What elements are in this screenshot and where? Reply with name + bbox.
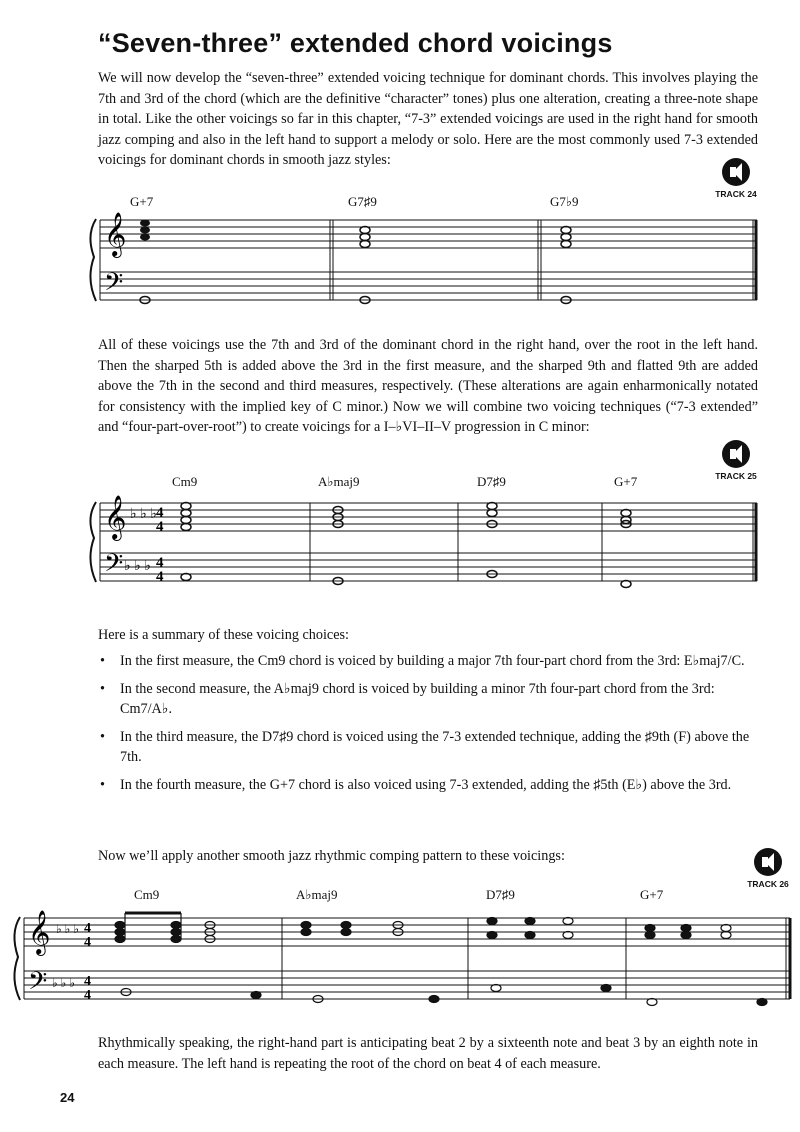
notes <box>181 503 631 588</box>
intro-paragraph: We will now develop the “seven-three” extended voicing technique for dominant chords. This involves playing the 7th and 3rd of the chord (which are the definitive “character” tones) plus one alteration, creating a three-note shape in total. Like the other voicings so far in this chapter, “7-3” extended voicings are used in the right hand for smooth jazz comping and also in the left hand to support a melody or solo. Here are the most commonly used 7-3 extended voicings for dominant chords in smooth jazz styles: <box>98 70 758 168</box>
key-signature: ♭ ♭ ♭ <box>56 922 79 936</box>
comping-intro: Now we’ll apply another smooth jazz rhythmic comping pattern to these voicings: <box>98 848 565 864</box>
time-signature-top: 4 <box>156 505 164 521</box>
voicing-summary-list <box>98 651 758 802</box>
chord-symbol: Cm9 <box>172 474 198 489</box>
key-signature: ♭ ♭ ♭ <box>52 976 75 990</box>
key-signature: ♭ ♭ ♭ <box>130 507 157 522</box>
treble-clef-icon: 𝄞 <box>28 910 51 954</box>
audio-cd-icon <box>722 158 750 186</box>
music-example-1 <box>0 205 800 320</box>
time-signature-top: 4 <box>156 555 164 571</box>
track-26-badge[interactable] <box>740 848 796 889</box>
chord-symbol: Cm9 <box>134 887 160 902</box>
time-signature-top: 4 <box>84 921 91 936</box>
summary-intro: Here is a summary of these voicing choices: <box>98 627 349 643</box>
chord-symbol: D7♯9 <box>486 887 515 902</box>
track-25-badge[interactable] <box>708 440 764 481</box>
track-label: TRACK 26 <box>747 879 789 889</box>
bass-clef-icon: 𝄢 <box>104 268 124 303</box>
chord-symbol: G+7 <box>640 887 664 902</box>
time-signature-bottom: 4 <box>84 988 91 1003</box>
audio-cd-icon <box>754 848 782 876</box>
music-example-2 <box>0 488 800 598</box>
chord-symbol: A♭maj9 <box>318 474 360 489</box>
chord-symbol: G7♭9 <box>550 194 579 209</box>
chord-symbol: A♭maj9 <box>296 887 338 902</box>
time-signature-bottom: 4 <box>156 519 164 535</box>
list-item: • In the third measure, the D7♯9 chord is voiced using the 7-3 extended technique, adding the ♯9th (F) above the 7th. <box>98 727 758 768</box>
page-number: 24 <box>60 1090 75 1105</box>
treble-clef-icon: 𝄞 <box>104 212 127 256</box>
treble-clef-icon: 𝄞 <box>104 495 127 539</box>
treble-staff-lines <box>100 220 757 248</box>
track-24-badge[interactable] <box>708 158 764 199</box>
audio-cd-icon <box>722 440 750 468</box>
chord-symbol: G+7 <box>614 474 638 489</box>
chord-symbol: D7♯9 <box>477 474 506 489</box>
list-item: • In the second measure, the A♭maj9 chord is voiced by building a minor 7th four-part chord from the 3rd: Cm7/A♭. <box>98 679 758 720</box>
music-example-3 <box>0 903 800 1015</box>
page-title: “Seven-three” extended chord voicings <box>98 28 613 58</box>
notes <box>140 220 571 304</box>
list-item: • In the fourth measure, the G+7 chord is also voiced using 7-3 extended, adding the ♯5th (E♭) above the 3rd. <box>98 775 758 796</box>
list-item: • In the first measure, the Cm9 chord is voiced by building a major 7th four-part chord from the 3rd: E♭maj7/C. <box>98 651 758 672</box>
chord-symbol: G+7 <box>130 194 154 209</box>
key-signature: ♭ ♭ ♭ <box>124 559 151 574</box>
bass-clef-icon: 𝄢 <box>28 967 48 1002</box>
time-signature-bottom: 4 <box>84 935 91 950</box>
bass-staff-lines <box>100 272 757 300</box>
explanation-paragraph: All of these voicings use the 7th and 3rd of the dominant chord in the right hand, over the root in the left hand. Then the sharped 5th is added above the 3rd in the first measure, and the sharped 9th and flatted 9th are added above the 7th in the second and third measures, respectively. (These alterations are again enharmonically notated for consistency with the implied key of C minor.) Now we will combine two voicing techniques (“7-3 extended” and “four-part-over-root”) to create voicings for a I–♭VI–II–V progression in C minor: <box>98 337 758 435</box>
track-label: TRACK 25 <box>715 471 757 481</box>
rhythm-explanation: Rhythmically speaking, the right-hand part is anticipating beat 2 by a sixteenth note and beat 3 by an eighth note in each measure. The left hand is repeating the root of the chord on beat 4 of each measure. <box>98 1035 758 1072</box>
chord-symbol: G7♯9 <box>348 194 377 209</box>
time-signature-bottom: 4 <box>156 569 164 585</box>
bass-clef-icon: 𝄢 <box>104 549 124 584</box>
track-label: TRACK 24 <box>715 189 757 199</box>
system-brace <box>90 219 96 301</box>
time-signature-top: 4 <box>84 974 91 989</box>
